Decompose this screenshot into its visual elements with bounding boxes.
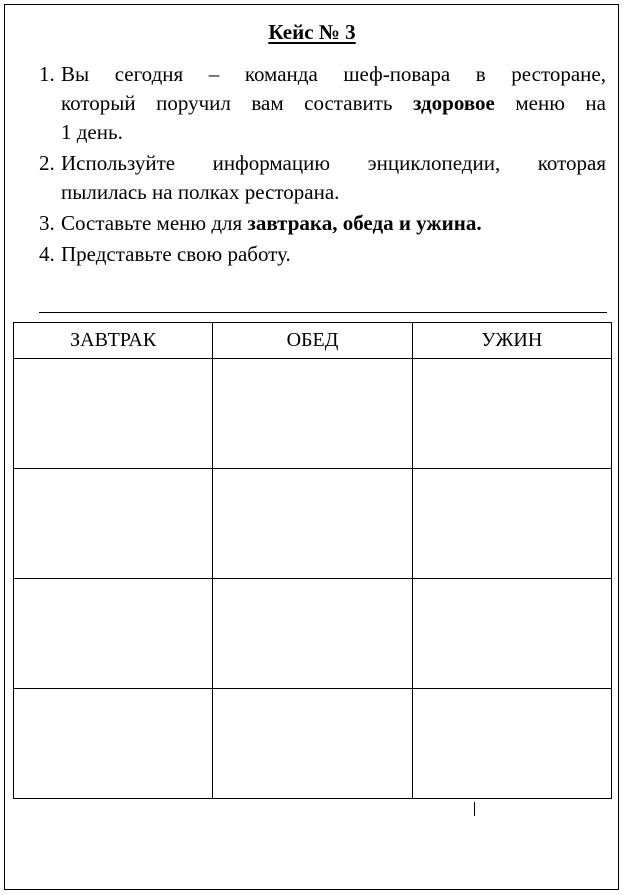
case-title: Кейс № 3 [268, 20, 356, 44]
dinner-cell[interactable] [412, 579, 611, 689]
task-item-1 [39, 60, 606, 147]
header-breakfast: ЗАВТРАК [14, 323, 213, 359]
table-row [14, 469, 612, 579]
task-4-text: Представьте свою работу. [61, 242, 291, 266]
task-item-2 [39, 149, 606, 207]
table-row [14, 359, 612, 469]
header-dinner: УЖИН [412, 323, 611, 359]
task-3-bold-text: завтрака, обеда и ужина. [247, 211, 482, 235]
task-1-line-2-end: меню на [494, 91, 606, 115]
dinner-cell[interactable] [412, 359, 611, 469]
breakfast-cell[interactable] [14, 579, 213, 689]
lunch-cell[interactable] [213, 579, 412, 689]
table-header-row [14, 323, 612, 359]
table-row [14, 689, 612, 799]
task-2-line-1: Используйте информацию энциклопедии, которая [61, 151, 606, 175]
lunch-cell[interactable] [213, 689, 412, 799]
dinner-cell[interactable] [412, 469, 611, 579]
table-row [14, 579, 612, 689]
breakfast-cell[interactable] [14, 359, 213, 469]
task-1-line-2-start: который поручил вам составить [61, 91, 413, 115]
horizontal-rule [39, 312, 607, 313]
breakfast-cell[interactable] [14, 469, 213, 579]
task-number: 3. [39, 211, 55, 235]
task-list [39, 60, 606, 271]
dinner-cell[interactable] [412, 689, 611, 799]
lunch-cell[interactable] [213, 469, 412, 579]
task-1-line-2 [61, 89, 606, 118]
lunch-cell[interactable] [213, 359, 412, 469]
task-item-4 [39, 240, 606, 269]
task-1-bold-word: здоровое [413, 91, 495, 115]
task-1-line-1: Вы сегодня – команда шеф-повара в ресторане, [61, 62, 606, 86]
task-number: 2. [39, 151, 55, 175]
header-lunch: ОБЕД [213, 323, 412, 359]
task-3-text: Составьте меню для [61, 211, 248, 235]
task-1-line-3: 1 день. [61, 120, 123, 144]
task-2-line-2: пылилась на полках ресторана. [61, 180, 340, 204]
text-cursor-mark [474, 802, 475, 816]
task-number: 4. [39, 242, 55, 266]
task-number: 1. [39, 62, 55, 86]
breakfast-cell[interactable] [14, 689, 213, 799]
menu-table [13, 322, 612, 799]
task-item-3 [39, 209, 606, 238]
